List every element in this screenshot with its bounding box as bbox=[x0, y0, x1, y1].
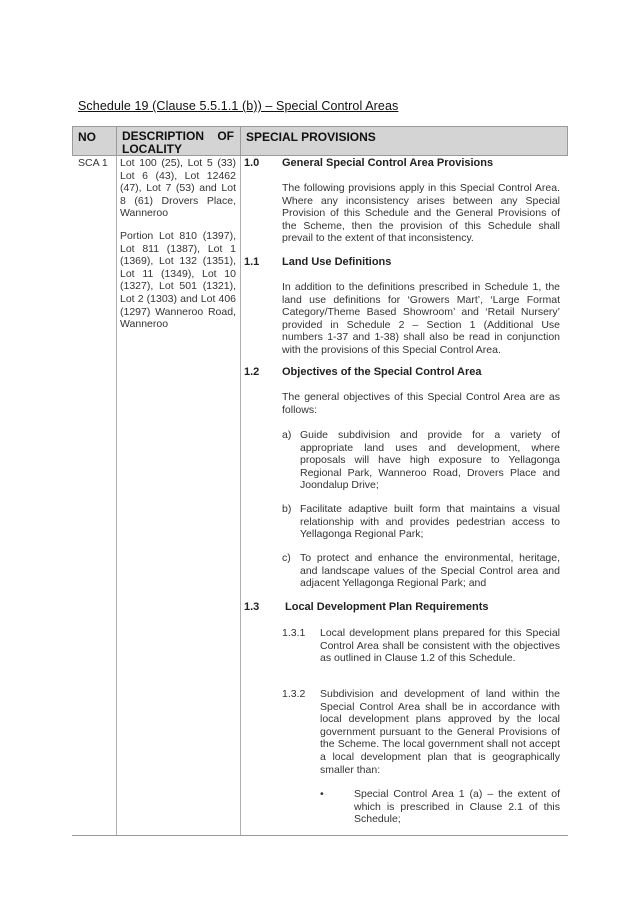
objective-item-label: a) bbox=[282, 429, 292, 441]
objective-item-text: To protect and enhance the environmental, heritage, and landscape values of the Special Control area and adjacent Yellagonga Regional Park; and bbox=[300, 552, 560, 590]
section-1-3-title: Local Development Plan Requirements bbox=[285, 601, 489, 613]
objective-item-text: Guide subdivision and provide for a variety of appropriate land uses and development, where proposals will have high exposure to Yellagonga Regional Park, Wanneroo Road, Drovers Place and Joondalup Drive; bbox=[300, 429, 560, 492]
header-special-provisions: SPECIAL PROVISIONS bbox=[246, 130, 376, 144]
section-1-0-number: 1.0 bbox=[244, 157, 260, 169]
bullet-icon: • bbox=[320, 788, 324, 800]
objective-item-text: Facilitate adaptive built form that maintains a visual relationship with and provides pedestrian access to Yellagonga Regional Park; bbox=[300, 503, 560, 541]
ldp-requirement-text: Local development plans prepared for this Special Control Area shall be consistent with the objectives as outlined in Clause 1.2 of this Schedule. bbox=[320, 627, 560, 665]
ldp-requirement-number: 1.3.1 bbox=[282, 627, 306, 639]
header-locality: LOCALITY bbox=[122, 142, 182, 156]
section-1-2-number: 1.2 bbox=[244, 366, 260, 378]
column-divider-1 bbox=[116, 156, 117, 836]
row-locality-1: Lot 100 (25), Lot 5 (33) Lot 6 (43), Lot 12462 (47), Lot 7 (53) and Lot 8 (61) Drovers Place, Wanneroo bbox=[120, 157, 236, 220]
ldp-bullet-text: Special Control Area 1 (a) – the extent of which is prescribed in Clause 2.1 of this Schedule; bbox=[354, 788, 560, 826]
header-description-word: DESCRIPTION bbox=[122, 129, 205, 143]
section-1-2-title: Objectives of the Special Control Area bbox=[282, 366, 482, 378]
section-1-1-text: In addition to the definitions prescribed in Schedule 1, the land use definitions for ‘Growers Mart’, ‘Large Format Category/Theme Based Showroom’ and ‘Retail Nursery’ provided in Schedule 2 – Section 1 (Additional Use numbers 1-37 and 1-38) shall also be read in conjunction with the provisions of this Special Control Area. bbox=[282, 281, 560, 356]
section-1-0-title: General Special Control Area Provisions bbox=[282, 157, 494, 169]
section-1-3-number: 1.3 bbox=[244, 601, 260, 613]
section-1-1-title: Land Use Definitions bbox=[282, 256, 392, 268]
table-bottom-border bbox=[72, 835, 568, 836]
column-divider-2 bbox=[240, 156, 241, 836]
special-control-areas-table bbox=[72, 126, 568, 836]
header-description-of: OF bbox=[217, 129, 234, 143]
row-no: SCA 1 bbox=[78, 157, 108, 169]
row-locality-2: Portion Lot 810 (1397), Lot 811 (1387), Lot 1 (1369), Lot 132 (1351), Lot 11 (1349), Lot 10 (1327), Lot 501 (1321), Lot 2 (1303) and Lot 406 (1297) Wanneroo Road, Wanneroo bbox=[120, 230, 236, 331]
header-no: NO bbox=[73, 127, 117, 155]
ldp-requirement-number: 1.3.2 bbox=[282, 688, 306, 700]
objective-item-label: c) bbox=[282, 552, 291, 564]
objective-item-label: b) bbox=[282, 503, 292, 515]
ldp-requirement-text: Subdivision and development of land within the Special Control Area shall be in accordance with local development plans approved by the local government pursuant to the General Provisions of the Scheme. The local government shall not accept a local development plan that is geographically smaller than: bbox=[320, 688, 560, 776]
page-title: Schedule 19 (Clause 5.5.1.1 (b)) – Special Control Areas bbox=[78, 99, 399, 113]
section-1-0-text: The following provisions apply in this Special Control Area. Where any inconsistency arises between any Special Provision of this Schedule and the General Provisions of the Scheme, then the provision of this Schedule shall prevail to the extent of that inconsistency. bbox=[282, 182, 560, 245]
header-description bbox=[117, 127, 241, 155]
section-1-2-text: The general objectives of this Special Control Area are as follows: bbox=[282, 391, 560, 416]
table-header bbox=[72, 126, 568, 156]
section-1-1-number: 1.1 bbox=[244, 256, 260, 268]
